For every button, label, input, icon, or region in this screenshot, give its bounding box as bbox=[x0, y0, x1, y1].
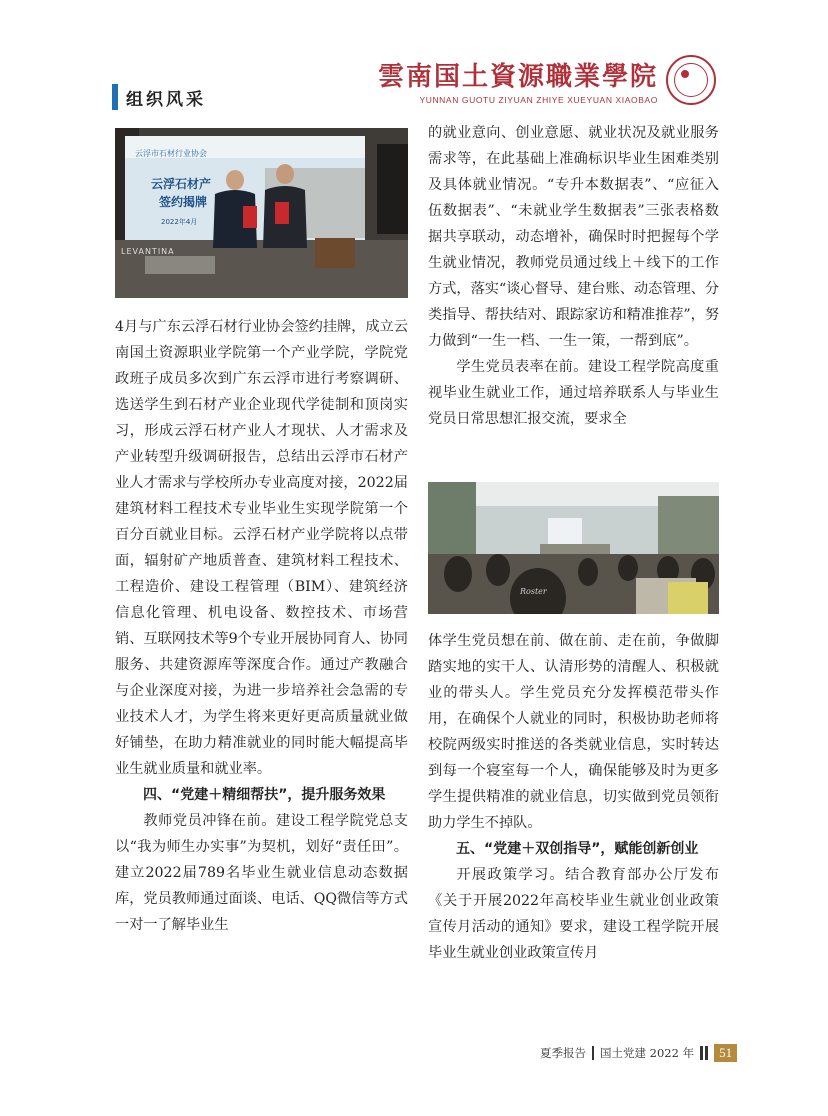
page-footer bbox=[540, 1044, 737, 1062]
footer-publication: 夏季报告 bbox=[540, 1046, 586, 1060]
page-number: 51 bbox=[714, 1044, 737, 1062]
paragraph: 4月与广东云浮石材行业协会签约挂牌，成立云南国土资源职业学院第一个产业学院，学院党政班子成员多次到广东云浮市进行考察调研、选送学生到石材产业企业现代学徒制和顶岗实习，形成云浮石材产业人才现状、人才需求及产业转型升级调研报告，总结出云浮市石材产业人才需求与学校所办专业高度对接，2022届建筑材料工程技术专业毕业生实现学院第一个百分百就业目标。云浮石材产业学院将以点带面，辐射矿产地质普查、建筑材料工程技术、工程造价、建设工程管理（BIM）、建筑经济信息化管理、机电设备、数控技术、市场营销、互联网技术等9个专业开展协同育人、协同服务、共建资源库等深度合作。通过产教融合与企业深度对接，为进一步培养社会急需的专业技术人才，为学生将来更好更高质量就业做好铺垫，在助力精准就业的同时能大幅提高毕业生就业质量和就业率。 bbox=[115, 319, 408, 777]
paragraph: 的就业意向、创业意愿、就业状况及就业服务需求等，在此基础上准确标识毕业生困难类别及具体就业情况。“专升本数据表”、“应征入伍数据表”、“未就业学生数据表”三张表格数据共享联动，动态增补，确保时时把握每个学生就业情况，教师党员通过线上＋线下的工作方式，落实“谈心督导、建台账、动态管理、分类指导、帮扶结对、跟踪家访和精准推荐”，努力做到“一生一档、一生一策，一帮到底”。 bbox=[428, 125, 720, 349]
college-name-en: YUNNAN GUOTU ZIYUAN ZHIYE XUEYUAN XIAOBAO bbox=[419, 95, 658, 105]
paragraph: 开展政策学习。结合教育部办公厅发布《关于开展2022年高校毕业生就业创业政策宣传月活动的通知》要求，建设工程学院开展毕业生就业创业政策宣传月 bbox=[428, 867, 719, 961]
banner-org-text: 云浮市石材行业协会 bbox=[135, 149, 207, 158]
section-title: 组织风采 bbox=[126, 89, 206, 110]
section-marker bbox=[112, 84, 118, 110]
signing-ceremony-photo bbox=[115, 128, 408, 298]
signing-ceremony-image bbox=[115, 128, 408, 298]
shirt-text: Roster bbox=[520, 587, 547, 596]
classroom-meeting-image bbox=[428, 482, 719, 614]
paragraph: 教师党员冲锋在前。建设工程学院党总支以“我为师生办实事”为契机，划好“责任田”。建立2022届789名毕业生就业信息动态数据库，党员教师通过面谈、电话、QQ微信等方式一对一了解毕业生 bbox=[115, 813, 408, 933]
college-seal-icon bbox=[666, 55, 716, 105]
banner-date-text: 2022年4月 bbox=[161, 218, 198, 226]
classroom-meeting-photo bbox=[428, 482, 719, 614]
section-heading-5: 五、“党建＋双创指导”，赋能创新创业 bbox=[456, 841, 699, 857]
footer-issue: 国土党建 2022 年 bbox=[600, 1046, 695, 1060]
paragraph: 学生党员表率在前。建设工程学院高度重视毕业生就业工作，通过培养联系人与毕业生党员日常思想汇报交流，要求全 bbox=[428, 359, 719, 427]
right-column-top bbox=[428, 120, 719, 432]
banner-line2-text: 签约揭牌 bbox=[159, 195, 208, 209]
right-column-bottom bbox=[428, 628, 719, 966]
footer-divider bbox=[592, 1046, 594, 1060]
footer-bars-icon bbox=[700, 1046, 710, 1060]
section-heading-4: 四、“党建＋精细帮扶”，提升服务效果 bbox=[143, 787, 386, 803]
college-logo bbox=[378, 56, 658, 105]
backdrop-brand-text: LEVANTINA bbox=[121, 247, 175, 256]
college-name-cn: 雲南国土資源職業學院 bbox=[377, 62, 658, 92]
left-column bbox=[115, 314, 408, 938]
paragraph: 体学生党员想在前、做在前、走在前，争做脚踏实地的实干人、认清形势的清醒人、积极就业的带头人。学生党员充分发挥模范带头作用，在确保个人就业的同时，积极协助老师将校院两级实时推送的各类就业信息，实时转达到每一个寝室每一个人，确保能够及时为更多学生提供精准的就业信息，切实做到党员领衔助力学生不掉队。 bbox=[428, 633, 719, 831]
banner-line1-text: 云浮石材产 bbox=[151, 177, 212, 191]
section-tag bbox=[112, 84, 206, 110]
